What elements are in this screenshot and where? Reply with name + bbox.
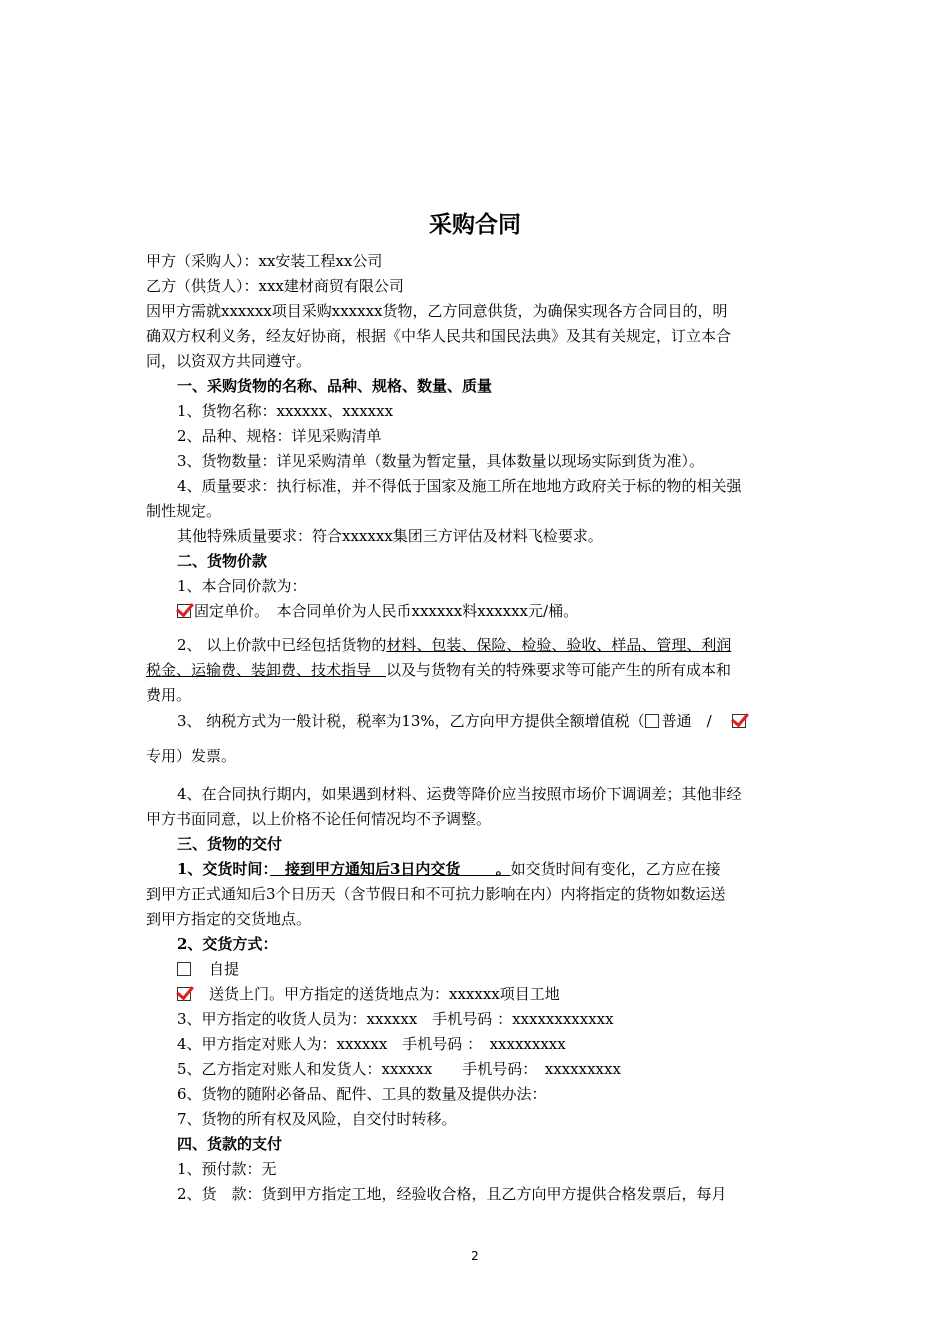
clause: 6、货物的随附必备品、配件、工具的数量及提供办法： [177, 1085, 547, 1103]
clause: 4、甲方指定对账人为：xxxxxx 手机号码 ： xxxxxxxxx [177, 1035, 566, 1053]
underlined-text: 接到甲方通知后3日内交货 。 [269, 860, 511, 878]
section-heading: 一、采购货物的名称、品种、规格、数量、质量 [177, 377, 493, 395]
clause-text: 以及与货物有关的特殊要求等可能产生的所有成本和 [386, 661, 732, 679]
clause-text: 如交货时间有变化，乙方应在接 [510, 860, 721, 878]
section-heading: 四、货款的支付 [177, 1135, 283, 1153]
clause: 1、货物名称：xxxxxx、xxxxxx [177, 402, 394, 420]
page-number: 2 [471, 1249, 479, 1263]
section-heading: 三、货物的交付 [177, 835, 283, 853]
checkbox-unchecked-icon[interactable] [645, 714, 659, 728]
clause: 专用）发票。 [146, 747, 237, 765]
checkbox-checked-icon[interactable] [177, 987, 191, 1001]
clause: 7、货物的所有权及风险，自交付时转移。 [177, 1110, 457, 1128]
checkbox-unchecked-icon[interactable] [177, 962, 191, 976]
clause: 甲方书面同意，以上价格不论任何情况均不予调整。 [146, 810, 492, 828]
clause: 4、质量要求：执行标准，并不得低于国家及施工所在地地方政府关于标的物的相关强 [177, 477, 742, 495]
clause: 1、本合同价款为： [177, 577, 307, 595]
clause [177, 634, 806, 656]
clause [177, 710, 806, 732]
checkbox-checked-icon[interactable] [732, 714, 746, 728]
clause: 4、在合同执行期内，如果遇到材料、运费等降价应当按照市场价下调调差；其他非经 [177, 785, 742, 803]
underlined-text: 税金、运输费、装卸费、技术指导 [146, 661, 387, 679]
clause: 制性规定。 [146, 502, 222, 520]
clause: 5、乙方指定对账人和发货人：xxxxxx 手机号码： xxxxxxxxx [177, 1060, 621, 1078]
checkbox-checked-icon[interactable] [177, 604, 191, 618]
clause [146, 659, 806, 681]
clause: 1、预付款：无 [177, 1160, 277, 1178]
clause: 费用。 [146, 686, 192, 704]
clause: 到甲方指定的交货地点。 [146, 910, 312, 928]
clause: 其他特殊质量要求：符合xxxxxx集团三方评估及材料飞检要求。 [177, 527, 603, 545]
preamble-line: 确双方权利义务，经友好协商，根据《中华人民共和国民法典》及其有关规定，订立本合 [146, 327, 732, 345]
option [177, 983, 806, 1005]
clause: 到甲方正式通知后3个日历天（含节假日和不可抗力影响在内）内将指定的货物如数运送 [146, 885, 726, 903]
clause: 2、品种、规格：详见采购清单 [177, 427, 382, 445]
section-heading: 二、货物价款 [177, 552, 268, 570]
option-text: 自提 [194, 960, 240, 978]
option [177, 958, 806, 980]
contract-title: 采购合同 [429, 212, 521, 238]
clause [177, 600, 806, 622]
clause-text: 3、 纳税方式为一般计税，税率为13%，乙方向甲方提供全额增值税（ [177, 712, 645, 730]
clause: 2、货 款：货到甲方指定工地，经验收合格，且乙方向甲方提供合格发票后，每月 [177, 1185, 727, 1203]
preamble-line: 同，以资双方共同遵守。 [146, 352, 312, 370]
party-b: 乙方（供货人）：xxx建材商贸有限公司 [146, 277, 404, 295]
option-text: 送货上门。甲方指定的送货地点为：xxxxxx项目工地 [194, 985, 560, 1003]
underlined-text: 材料、包装、保险、检验、验收、样品、管理、利润 [386, 636, 732, 654]
clause: 3、货物数量：详见采购清单（数量为暂定量，具体数量以现场实际到货为准）。 [177, 452, 705, 470]
clause-text: 2、 以上价款中已经包括货物的 [177, 636, 387, 654]
clause: 3、甲方指定的收货人员为：xxxxxx 手机号码 ：xxxxxxxxxxxx [177, 1010, 614, 1028]
clause-text: 固定单价。 本合同单价为人民币xxxxxx料xxxxxx元/桶。 [194, 602, 579, 620]
clause [177, 858, 806, 880]
clause: 2、交货方式： [177, 935, 278, 953]
party-a: 甲方（采购人）：xx安装工程xx公司 [146, 252, 383, 270]
clause-text: 普通 / [661, 712, 712, 730]
clause-label: 1、交货时间： [177, 860, 270, 878]
preamble-line: 因甲方需就xxxxxx项目采购xxxxxx货物，乙方同意供货，为确保实现各方合同目的，明 [146, 302, 728, 320]
